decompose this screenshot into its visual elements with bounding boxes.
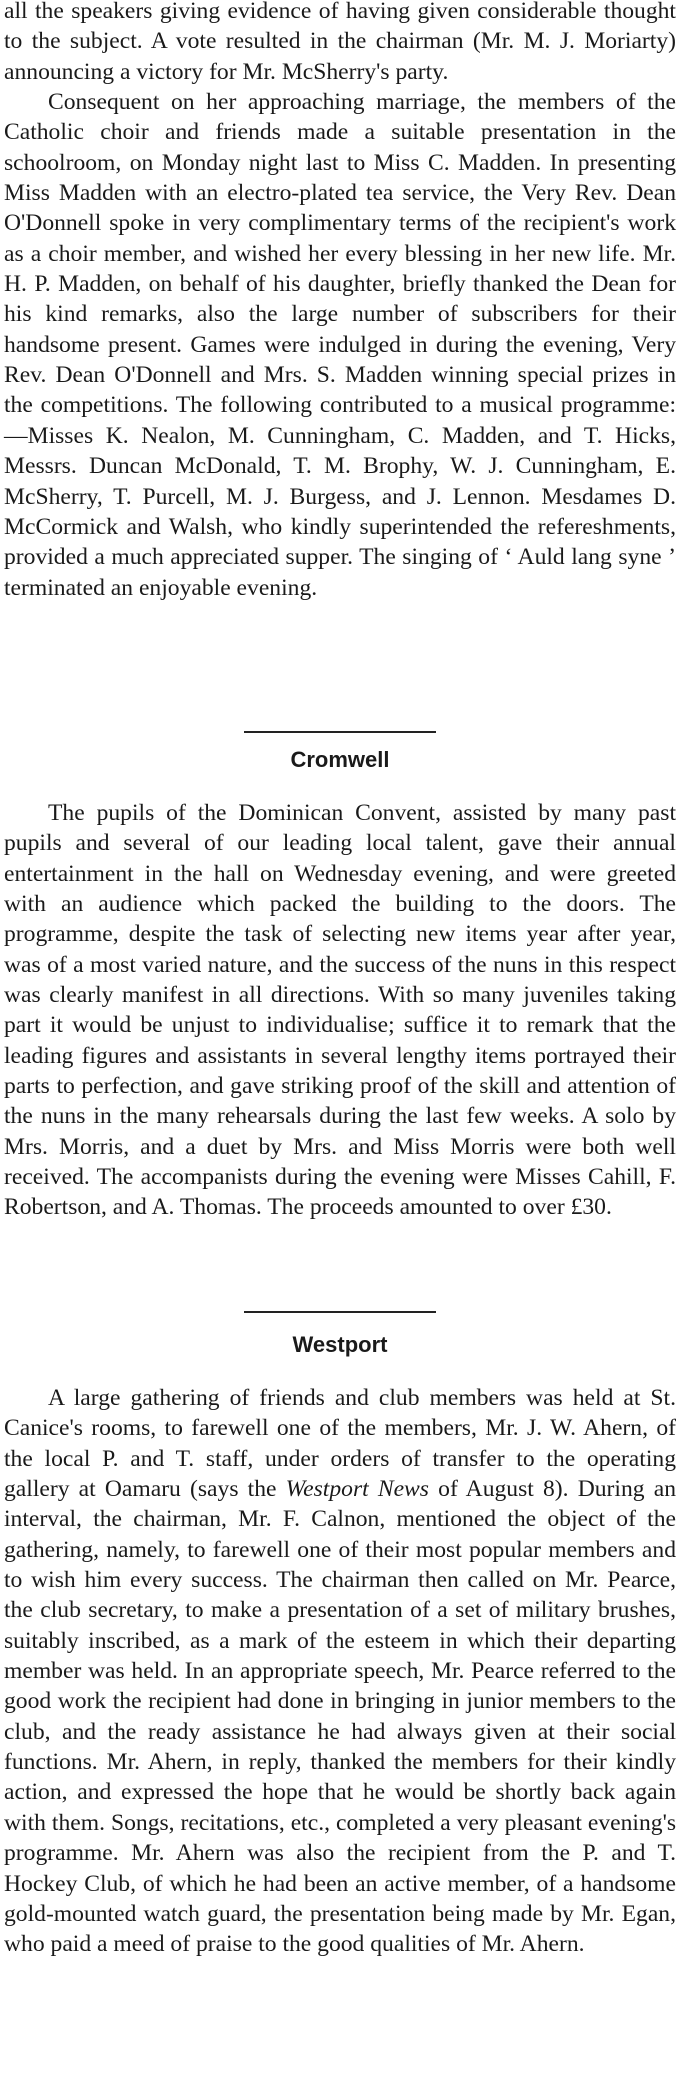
paragraph-westport (4, 1383, 676, 1960)
paragraph-debate-result: all the speakers giving evidence of having given considerable thought to the subject. A vote resulted in the chairman (Mr. M. J. Moriarty) announcing a victory for Mr. McSherry's party. (4, 0, 676, 85)
section-heading-cromwell: Cromwell (290, 747, 390, 772)
section-heading-westport: Westport (292, 1332, 388, 1357)
section-westport (4, 1383, 676, 1960)
newspaper-title: Westport News (285, 1476, 429, 1503)
article-continuation (4, 0, 676, 603)
paragraph-cromwell: The pupils of the Dominican Convent, assisted by many past pupils and several of our leading local talent, gave their annual entertainment in the hall on Wednesday evening, and were greeted with an audience which packed the building to the doors. The programme, despite the task of selecting new items year after year, was of a most varied nature, and the success of the nuns in this respect was clearly manifest in all directions. With so many juveniles taking part it would be unjust to individualise; suffice it to remark that the leading figures and assistants in several lengthy items portrayed their parts to perfection, and gave striking proof of the skill and attention of the nuns in the many rehearsals during the last few weeks. A solo by Mrs. Morris, and a duet by Mrs. and Miss Morris were both well received. The accompanists during the evening were Misses Cahill, F. Robertson, and A. Thomas. The proceeds amounted to over £30. (4, 800, 676, 1221)
section-divider (244, 1311, 436, 1313)
section-divider (244, 731, 436, 733)
paragraph-choir-presentation: Consequent on her approaching marriage, the members of the Catholic choir and friends made a suitable presentation in the schoolroom, on Monday night last to Miss C. Madden. In presenting Miss Madden with an electro-plated tea service, the Very Rev. Dean O'Donnell spoke in very complimentary terms of the recipient's work as a choir member, and wished her every blessing in her new life. Mr. H. P. Madden, on behalf of his daughter, briefly thanked the Dean for his kind remarks, also the large number of subscribers for their handsome present. Games were indulged in during the evening, Very Rev. Dean O'Donnell and Mrs. S. Madden winning special prizes in the competitions. The following contributed to a musical programme:—Misses K. Nealon, M. Cunningham, C. Madden, and T. Hicks, Messrs. Duncan McDonald, T. M. Brophy, W. J. Cunningham, E. McSherry, T. Purcell, M. J. Burgess, and J. Lennon. Mesdames D. McCormick and Walsh, who kindly superintended the refereshments, provided a much appreciated supper. The singing of ‘ Auld lang syne ’ terminated an enjoyable evening. (4, 89, 676, 601)
paragraph-text: of August 8). During an interval, the chairman, Mr. F. Calnon, mentioned the object of the gathering, namely, to farewell one of their most popular members and to wish him every success. The chairman then called on Mr. Pearce, the club secretary, to make a presentation of a set of military brushes, suitably inscribed, as a mark of the esteem in which their departing member was held. In an appropriate speech, Mr. Pearce referred to the good work the recipient had done in bringing in junior members to the club, and the ready assistance he had always given at their social functions. Mr. Ahern, in reply, thanked the members for their kindly action, and expressed the hope that he would be shortly back again with them. Songs, recitations, etc., completed a very pleasant evening's programme. Mr. Ahern was also the recipient from the P. and T. Hockey Club, of which he had been an active member, of a handsome gold-mounted watch guard, the presentation being made by Mr. Egan, who paid a meed of praise to the good qualities of Mr. Ahern. (4, 1476, 676, 1958)
section-cromwell (4, 798, 676, 1223)
paragraph-text: A large gathering of friends and club members was held at St. Canice's rooms, to farewell one of the members, Mr. J. W. Ahern, of the local P. and T. staff, under orders of transfer to the operating gallery at Oamaru (says the (4, 1385, 676, 1503)
